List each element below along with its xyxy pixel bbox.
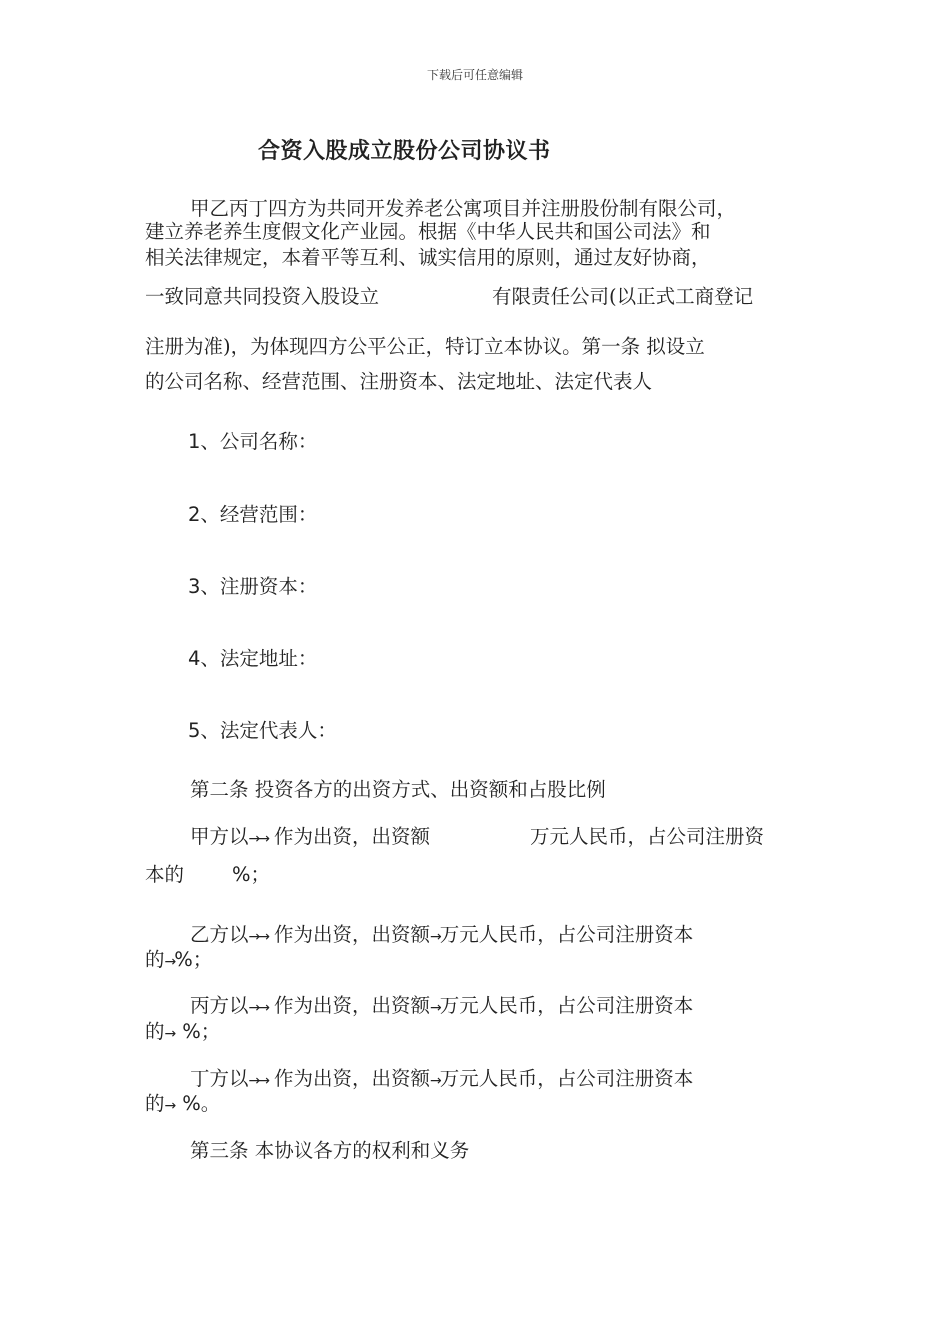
tab-arrow-icon: →→ bbox=[248, 831, 268, 847]
tab-arrow-icon: →→ bbox=[248, 1000, 268, 1016]
item-company-name bbox=[188, 432, 317, 452]
tab-arrow-icon: → bbox=[164, 954, 175, 970]
document-title: 合资入股成立股份公司协议书 bbox=[258, 138, 551, 164]
item-number: 4 bbox=[188, 647, 201, 670]
party-a-line-1 bbox=[190, 827, 430, 847]
item-business-scope bbox=[188, 505, 317, 525]
article-2-heading: 第二条 投资各方的出资方式、出资额和占股比例 bbox=[190, 778, 606, 801]
party-b-text: 的 bbox=[145, 948, 165, 971]
party-b-text: 万元人民币，占公司注册资本 bbox=[439, 923, 694, 946]
party-c-text: 的 bbox=[145, 1020, 165, 1043]
item-number: 3 bbox=[188, 575, 201, 598]
preamble-line-1: 甲乙丙丁四方为共同开发养老公寓项目并注册股份制有限公司， bbox=[190, 197, 737, 220]
item-number: 1 bbox=[188, 430, 201, 453]
party-d-text: 作为出资，出资额 bbox=[273, 1067, 430, 1090]
party-d-line-1 bbox=[190, 1069, 693, 1089]
preamble-line-6: 的公司名称、经营范围、注册资本、法定地址、法定代表人 bbox=[145, 370, 653, 393]
item-label: 、公司名称： bbox=[200, 430, 318, 453]
tab-arrow-icon: → bbox=[430, 1000, 440, 1016]
item-registered-capital bbox=[188, 577, 317, 597]
party-c-text: %； bbox=[182, 1020, 221, 1043]
preamble-line-4b: 有限责任公司(以正式工商登记 bbox=[492, 285, 754, 308]
item-legal-address bbox=[188, 649, 317, 669]
tab-arrow-icon: → bbox=[430, 1073, 440, 1089]
party-c-line-2 bbox=[145, 1022, 220, 1042]
party-a-line-1b: 万元人民币，占公司注册资 bbox=[530, 825, 765, 848]
item-label: 、经营范围： bbox=[200, 503, 318, 526]
party-b-text: 作为出资，出资额 bbox=[273, 923, 430, 946]
party-a-text: 作为出资，出资额 bbox=[273, 825, 430, 848]
party-a-line-2b: %； bbox=[232, 863, 271, 886]
preamble-line-3: 相关法律规定，本着平等互利、诚实信用的原则，通过友好协商， bbox=[145, 246, 711, 269]
preamble-line-4a: 一致同意共同投资入股设立 bbox=[145, 285, 380, 308]
item-number: 2 bbox=[188, 503, 201, 526]
preamble-line-5: 注册为准)，为体现四方公平公正，特订立本协议。第一条 拟设立 bbox=[145, 335, 705, 358]
tab-arrow-icon: → bbox=[164, 1098, 175, 1114]
item-legal-representative bbox=[188, 721, 337, 741]
party-a-line-2a: 本的 bbox=[145, 863, 185, 886]
party-b-text: 乙方以 bbox=[190, 923, 249, 946]
party-c-line-1 bbox=[190, 996, 693, 1016]
party-b-line-2 bbox=[145, 950, 212, 970]
header-note: 下载后可任意编辑 bbox=[426, 68, 523, 82]
party-c-text: 丙方以 bbox=[190, 994, 249, 1017]
tab-arrow-icon: →→ bbox=[248, 1073, 268, 1089]
tab-arrow-icon: → bbox=[430, 929, 440, 945]
party-c-text: 作为出资，出资额 bbox=[273, 994, 430, 1017]
item-number: 5 bbox=[188, 719, 201, 742]
tab-arrow-icon: →→ bbox=[248, 929, 268, 945]
tab-arrow-icon: → bbox=[164, 1026, 175, 1042]
party-d-text: 的 bbox=[145, 1092, 165, 1115]
party-c-text: 万元人民币，占公司注册资本 bbox=[439, 994, 694, 1017]
party-d-text: 万元人民币，占公司注册资本 bbox=[439, 1067, 694, 1090]
item-label: 、注册资本： bbox=[200, 575, 318, 598]
party-b-text: %； bbox=[174, 948, 213, 971]
preamble-line-2: 建立养老养生度假文化产业园。根据《中华人民共和国公司法》和 bbox=[145, 220, 711, 243]
party-d-text: %。 bbox=[182, 1092, 221, 1115]
party-a-text: 甲方以 bbox=[190, 825, 249, 848]
party-d-text: 丁方以 bbox=[190, 1067, 249, 1090]
party-d-line-2 bbox=[145, 1094, 220, 1114]
item-label: 、法定地址： bbox=[200, 647, 318, 670]
party-b-line-1 bbox=[190, 925, 693, 945]
item-label: 、法定代表人： bbox=[200, 719, 337, 742]
article-3-heading: 第三条 本协议各方的权利和义务 bbox=[190, 1139, 470, 1162]
